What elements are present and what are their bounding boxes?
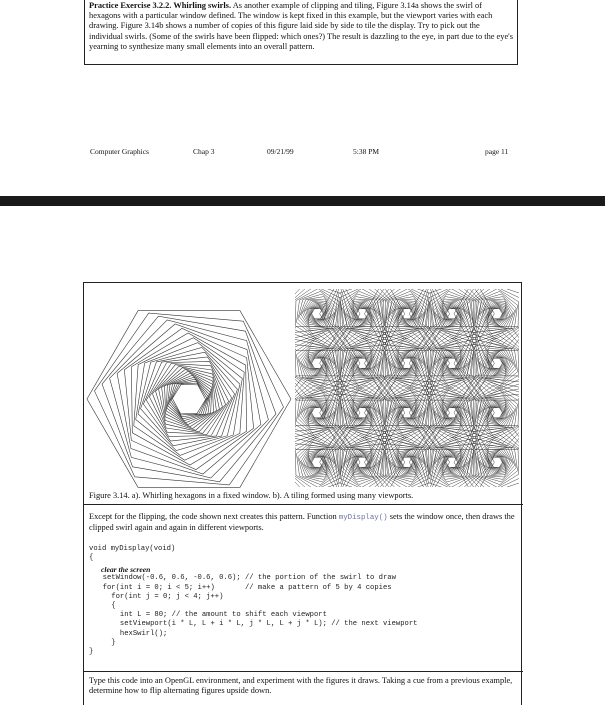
- footer-page: page 11: [485, 147, 509, 156]
- footer-course: Computer Graphics: [90, 147, 149, 156]
- tile-hexagon: [349, 400, 375, 425]
- tile-hexagon: [329, 380, 396, 446]
- tile-hexagon: [349, 450, 375, 475]
- code-line: for(int i = 0; i < 5; i++) // make a pattern of 5 by 4 copies: [94, 583, 392, 592]
- tile-hexagon: [295, 388, 339, 438]
- tile-swirl: [454, 376, 519, 450]
- tile-hexagon: [340, 338, 384, 388]
- closing-paragraph: Type this code into an OpenGL environment, and experiment with the figures it draws. Taking a cue from a previous example, determine how to flip alternating figures upside down.: [89, 676, 513, 696]
- tile-hexagon: [385, 338, 429, 388]
- exercise-box: [84, 0, 518, 65]
- tile-hexagon: [439, 351, 465, 376]
- tile-hexagon: [483, 450, 509, 475]
- tile-hexagon: [439, 301, 465, 326]
- tile-hexagon: [483, 351, 509, 376]
- page-top: [0, 0, 605, 196]
- swirl-hexagon: [102, 316, 276, 482]
- tile-hexagon: [483, 301, 509, 326]
- tile-hexagon: [454, 326, 519, 400]
- swirl-hexagon: [131, 333, 246, 465]
- tile-hexagon: [295, 338, 339, 388]
- tile-swirl: [320, 376, 405, 450]
- code-rule: [83, 671, 523, 672]
- tile-hexagon: [304, 400, 330, 425]
- tiling-figure: [295, 289, 519, 487]
- swirl-hexagon: [136, 343, 243, 456]
- swirl-hexagon: [110, 320, 269, 478]
- tile-hexagon: [430, 338, 474, 388]
- tile-hexagon: [394, 400, 420, 425]
- swirl-hexagon: [143, 357, 234, 441]
- tile-hexagon: [295, 326, 360, 400]
- tile-swirl: [454, 326, 519, 400]
- tile-hexagon: [394, 450, 420, 475]
- tile-hexagon: [320, 376, 405, 450]
- swirl-hexagon: [162, 370, 217, 429]
- page-gap: [0, 196, 605, 206]
- swirl-hexagon: [170, 381, 208, 417]
- tile-hexagon: [430, 388, 474, 438]
- tile-hexagon: [418, 330, 485, 396]
- tile-hexagon: [295, 429, 351, 487]
- tile-swirl: [364, 376, 449, 450]
- code-line: {: [94, 602, 116, 611]
- code-line: void myDisplay(void): [89, 545, 176, 553]
- tile-hexagon: [409, 326, 494, 400]
- exercise-title: Practice Exercise 3.2.2. Whirling swirls.: [89, 1, 232, 10]
- tile-hexagon: [394, 301, 420, 326]
- tile-hexagon: [304, 450, 330, 475]
- tile-hexagon: [349, 301, 375, 326]
- swirl-hexagon: [138, 347, 240, 450]
- swirl-hexagon: [168, 377, 210, 420]
- tile-hexagon: [475, 338, 519, 388]
- tile-hexagon: [304, 301, 330, 326]
- figure-caption: Figure 3.14. a). Whirling hexagons in a fixed window. b). A tiling formed using many viewports.: [89, 491, 414, 500]
- caption-rule: [83, 504, 523, 505]
- footer-date: 09/21/99: [267, 147, 294, 156]
- swirl-hexagon: [141, 352, 238, 446]
- tile-hexagon: [454, 376, 519, 450]
- tile-hexagon: [439, 400, 465, 425]
- tile-hexagon: [373, 380, 440, 446]
- tile-hexagon: [385, 388, 429, 438]
- tile-hexagon: [373, 330, 440, 396]
- tile-hexagon: [475, 388, 519, 438]
- swirl-hexagon: [156, 366, 223, 432]
- intro-text-start: Except for the flipping, the code shown next creates this pattern. Function: [89, 512, 339, 521]
- tile-hexagon: [418, 380, 485, 446]
- code-line: }: [94, 638, 116, 647]
- intro-text-end: sets the window once, then draws the clipped swirl again and again in different viewports.: [89, 512, 515, 533]
- tile-hexagon: [364, 326, 449, 400]
- tile-hexagon: [295, 289, 351, 347]
- tile-hexagon: [409, 376, 494, 450]
- tile-hexagon: [364, 376, 449, 450]
- footer-chapter: Chap 3: [193, 147, 215, 156]
- swirl-hexagon: [117, 324, 261, 474]
- tile-swirl: [295, 376, 360, 450]
- intro-function-name: myDisplay(): [338, 514, 388, 522]
- code-line: for(int j = 0; j < 4; j++): [94, 592, 224, 601]
- hexagon-swirl-figure: [86, 309, 292, 489]
- exercise-body: As another example of clipping and tiling, Figure 3.14a shows the swirl of hexagons with a particular window defined. The window is kept fixed in this example, but the viewport varies with each drawing. Figure 3.14b shows a number of copies of this figure laid side by side to tile the display. Try to pick out the individual swirls. (Some of the swirls have been flipped: which ones?) The result is dazzling to the eye, in part due to the eye's yearning to synthesize many small elements into an overall pattern.: [89, 1, 513, 51]
- tile-hexagon: [394, 351, 420, 376]
- tile-swirl: [409, 326, 494, 400]
- tile-swirl: [409, 376, 494, 450]
- tile-swirl: [320, 326, 405, 400]
- intro-paragraph: [89, 512, 517, 533]
- swirl-hexagon: [94, 313, 283, 485]
- tile-hexagon: [483, 400, 509, 425]
- swirl-hexagon: [159, 368, 220, 430]
- swirl-hexagon: [87, 311, 291, 488]
- code-line: }: [89, 648, 94, 657]
- page-bottom: [0, 206, 605, 700]
- code-block: [89, 545, 519, 657]
- swirl-hexagon: [169, 379, 209, 419]
- tile-hexagon: [439, 450, 465, 475]
- tile-hexagon: [329, 330, 396, 396]
- tile-swirl: [295, 326, 360, 400]
- tile-hexagon: [295, 376, 360, 450]
- tile-hexagon: [349, 351, 375, 376]
- code-line: int L = 80; // the amount to shift each viewport: [94, 611, 327, 620]
- exercise-paragraph: [85, 0, 517, 52]
- code-line: {: [89, 554, 94, 563]
- code-comment: clear the screen: [101, 565, 151, 575]
- tile-hexagon: [320, 326, 405, 400]
- code-line: setWindow(-0.6, 0.6, -0.6, 0.6); // the portion of the swirl to draw: [94, 574, 396, 583]
- tile-swirl: [364, 326, 449, 400]
- tile-hexagon: [304, 351, 330, 376]
- code-line: setViewport(i * L, L + i * L, j * L, L + j * L); // the next viewport: [94, 620, 418, 629]
- tile-hexagon: [340, 388, 384, 438]
- footer-time: 5:38 PM: [353, 147, 380, 156]
- code-line: hexSwirl();: [94, 629, 168, 638]
